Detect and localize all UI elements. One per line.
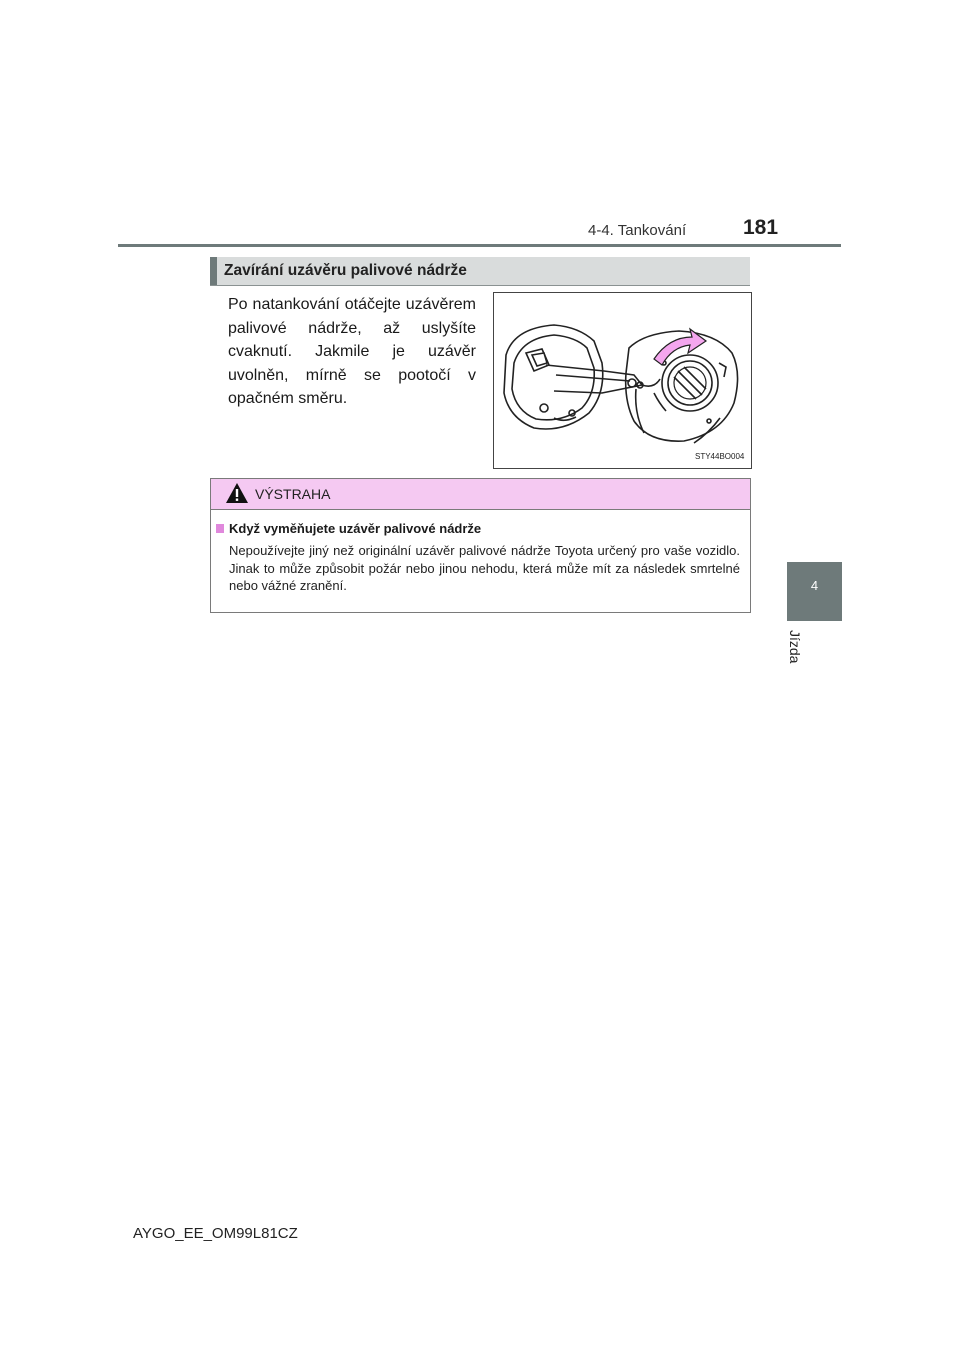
rotation-arrow	[654, 329, 706, 365]
warning-subtitle: Když vyměňujete uzávěr palivové nádrže	[229, 521, 482, 536]
chapter-name-vertical	[781, 630, 811, 700]
fuel-cap-illustration	[493, 292, 752, 469]
illustration-code: STY44BO004	[695, 452, 745, 461]
section-header-marker	[210, 257, 217, 285]
section-underline	[210, 285, 750, 286]
header-section-title: 4-4. Tankování	[588, 222, 687, 239]
body-paragraph: Po natankování otáčejte uzávěrem palivové nádrže, až uslyšíte cvaknutí. Jakmile je uzávěr uvolněn, mírně se pootočí v opačném směru.	[228, 296, 476, 407]
footer-document-code: AYGO_EE_OM99L81CZ	[133, 1225, 298, 1242]
section-title: Zavírání uzávěru palivové nádrže	[224, 262, 467, 279]
warning-label: VÝSTRAHA	[255, 486, 331, 502]
page-number: 181	[743, 216, 779, 239]
chapter-number: 4	[810, 578, 819, 593]
warning-bullet-icon	[216, 524, 224, 533]
warning-text: Nepoužívejte jiný než originální uzávěr palivové nádrže Toyota určený pro vaše vozidlo. Jinak to může způsobit požár nebo jinou nehodu, která může mít za následek smrtelné nebo vážné zranění.	[229, 543, 740, 593]
header-divider	[118, 244, 841, 247]
fuel-cap-drawing	[494, 293, 751, 468]
warning-triangle-icon	[225, 482, 249, 504]
chapter-name: Jízda	[787, 630, 803, 664]
